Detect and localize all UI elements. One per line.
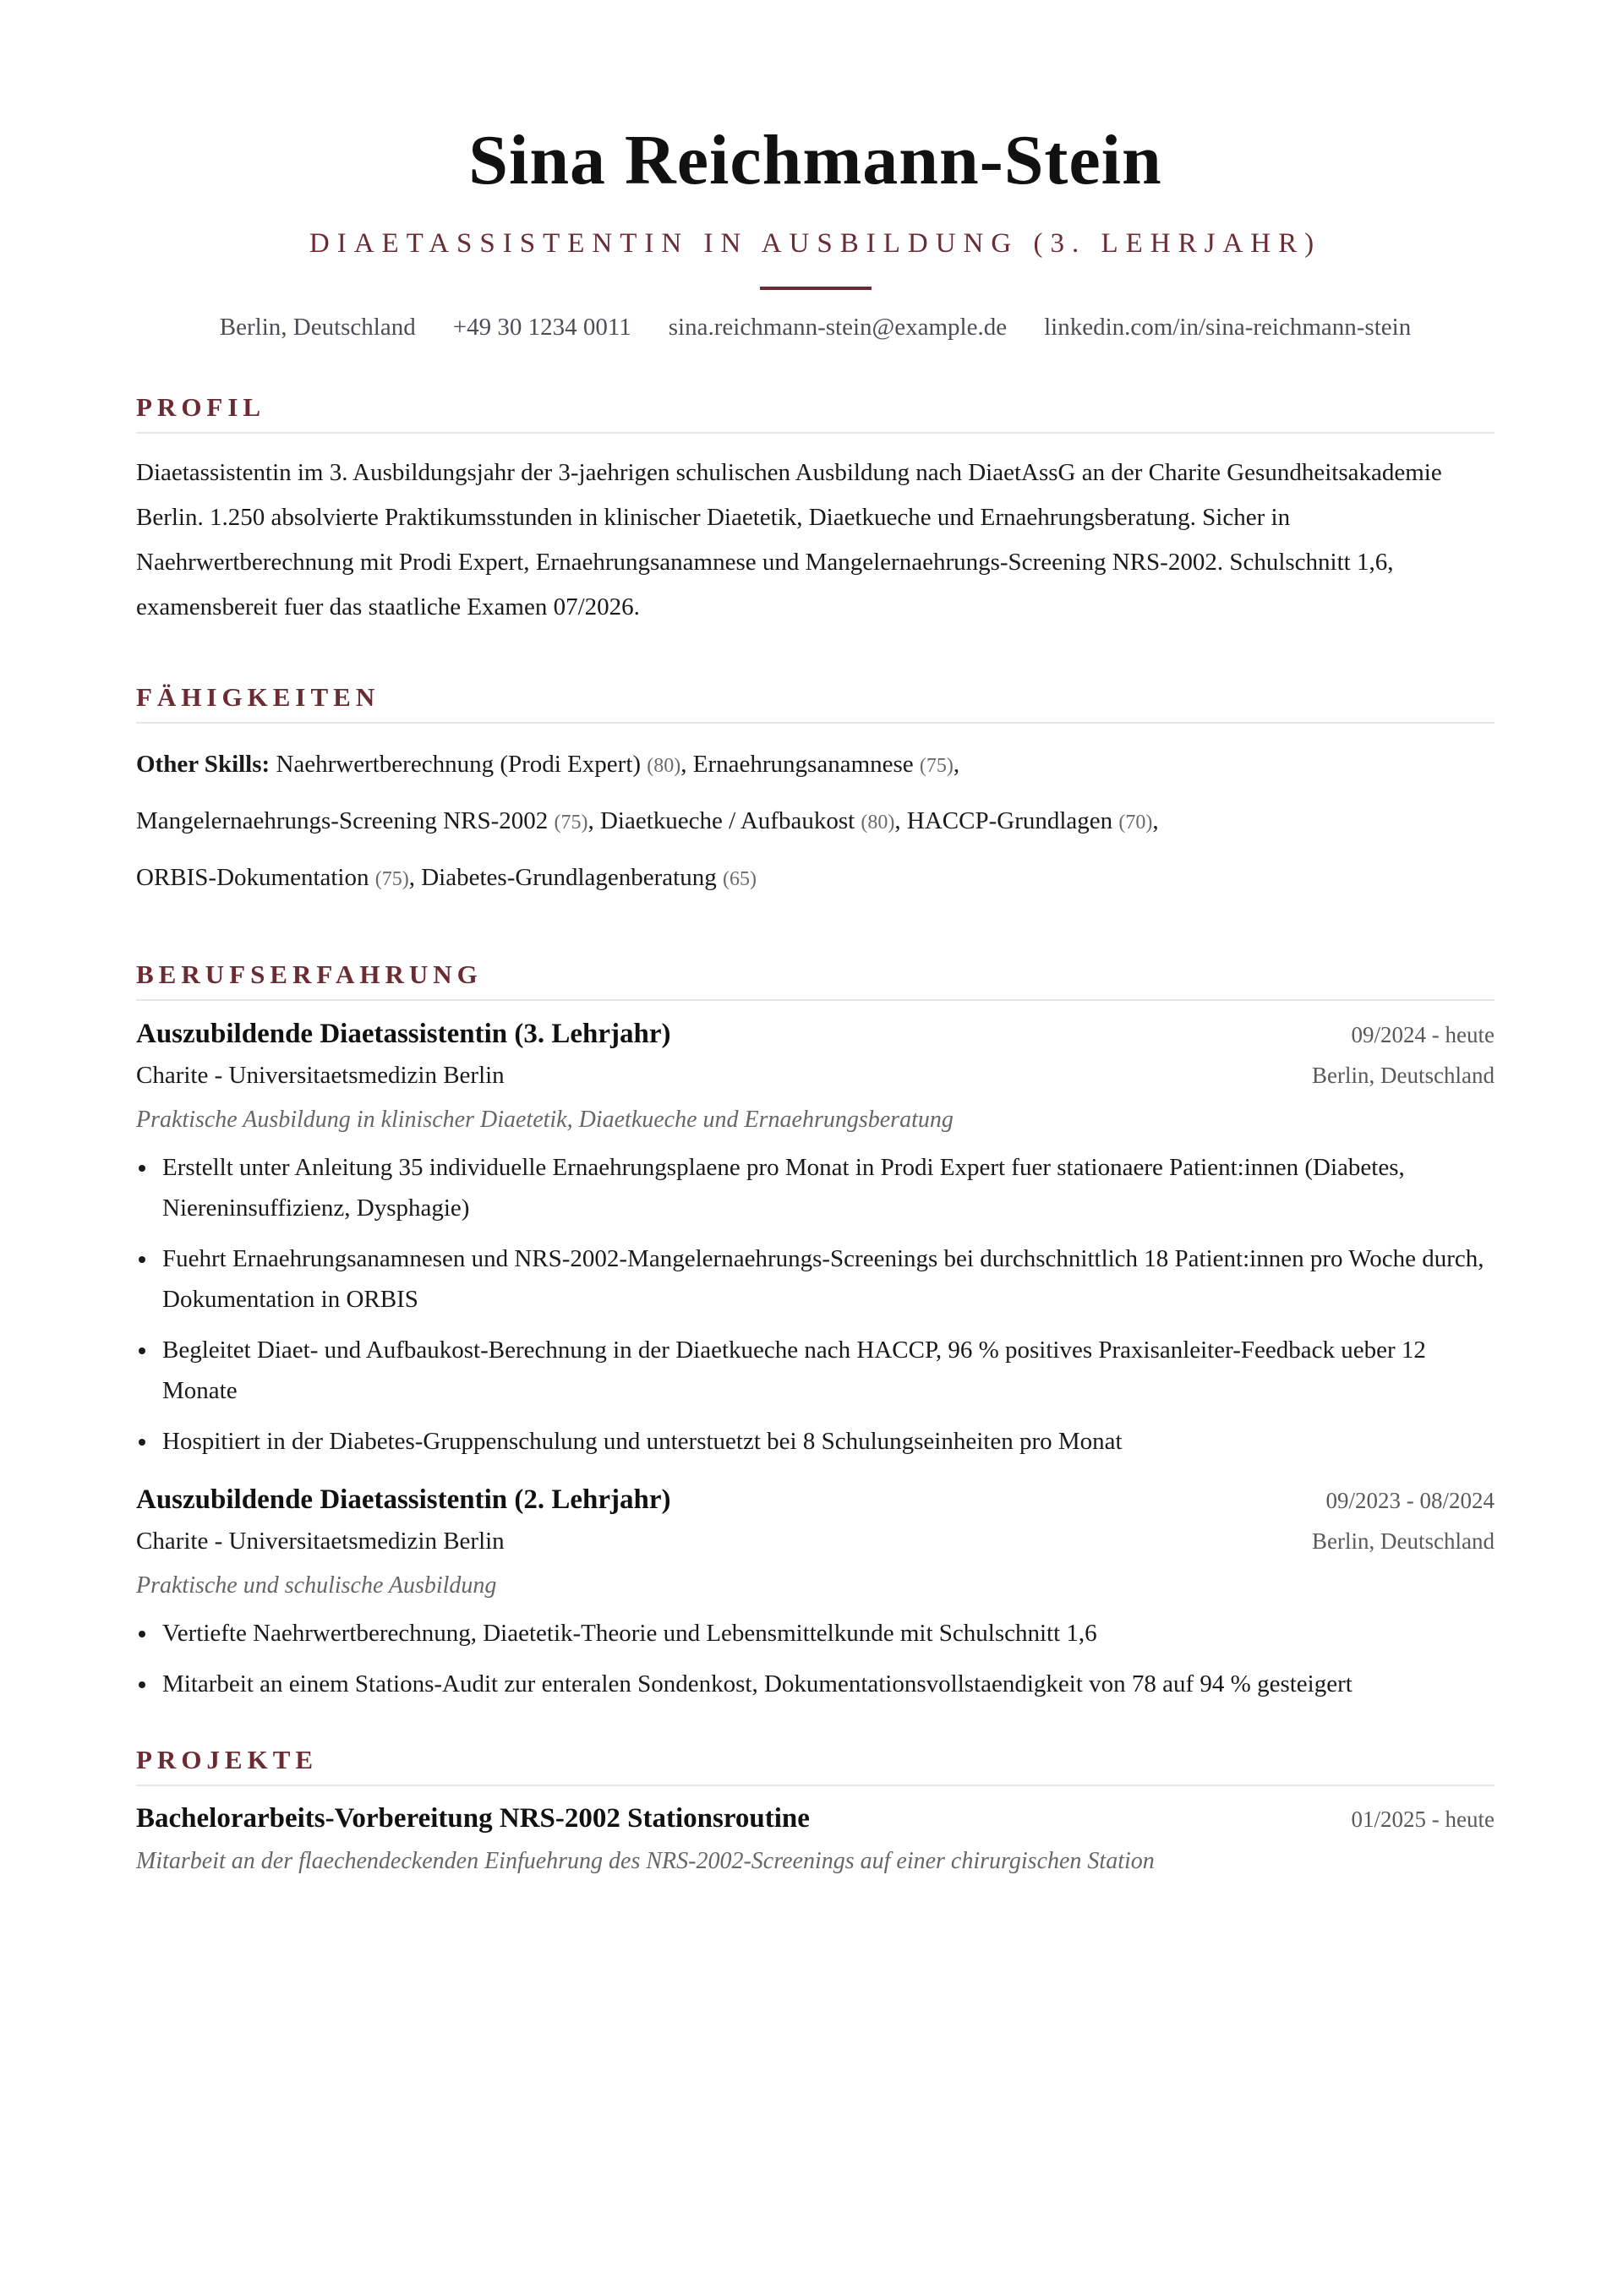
skill-item: Naehrwertberechnung (Prodi Expert) (80),	[276, 751, 693, 778]
skills-section	[136, 684, 1495, 907]
section-title-experience: BERUFSERFAHRUNG	[136, 961, 1495, 1001]
job-bullets	[136, 1613, 1495, 1704]
job-location: Berlin, Deutschland	[1312, 1062, 1495, 1088]
skill-item: ORBIS-Dokumentation (75),	[136, 864, 422, 891]
skill-item: Diaetkueche / Aufbaukost (80),	[599, 807, 907, 834]
profile-section	[136, 394, 1495, 630]
contact-location: Berlin, Deutschland	[219, 314, 416, 341]
job-date: 09/2023 - 08/2024	[1325, 1487, 1495, 1513]
skills-label: Other Skills:	[136, 751, 270, 778]
bullet-item: Erstellt unter Anleitung 35 individuelle Ernaehrungsplaene pro Monat in Prodi Expert fuer stationaere Patient:innen (Diabetes, Niereninsuffizienz, Dysphagie)	[136, 1147, 1495, 1228]
bullet-item: Mitarbeit an einem Stations-Audit zur enteralen Sondenkost, Dokumentationsvollstaendigkeit von 78 auf 94 % gesteigert	[136, 1664, 1495, 1704]
section-title-skills: FÄHIGKEITEN	[136, 684, 1495, 724]
job-title: Auszubildende Diaetassistentin (3. Lehrjahr)	[136, 1019, 671, 1049]
section-title-profile: PROFIL	[136, 394, 1495, 434]
job-title: Auszubildende Diaetassistentin (2. Lehrjahr)	[136, 1484, 671, 1515]
skills-list	[136, 737, 1495, 907]
job-location: Berlin, Deutschland	[1312, 1528, 1495, 1554]
project-entry	[136, 1803, 1495, 1875]
section-title-projects: PROJEKTE	[136, 1747, 1495, 1786]
skill-item: Mangelernaehrungs-Screening NRS-2002 (75),	[136, 807, 600, 834]
resume-header	[136, 0, 1495, 340]
project-title: Bachelorarbeits-Vorbereitung NRS-2002 Stationsroutine	[136, 1802, 810, 1834]
candidate-name: Sina Reichmann-Stein	[468, 121, 1162, 200]
job-date: 09/2024 - heute	[1351, 1022, 1495, 1047]
projects-section	[136, 1744, 1495, 1875]
bullet-item: Fuehrt Ernaehrungsanamnesen und NRS-2002-Mangelernaehrungs-Screenings bei durchschnittlich 18 Patient:innen pro Woche durch, Dokumentation in ORBIS	[136, 1238, 1495, 1320]
header-divider	[760, 287, 872, 290]
job-description: Praktische Ausbildung in klinischer Diaetetik, Diaetkueche und Ernaehrungsberatung	[136, 1106, 954, 1133]
contact-phone[interactable]: +49 30 1234 0011	[452, 314, 631, 341]
contact-email[interactable]: sina.reichmann-stein@example.de	[668, 314, 1008, 341]
job-employer: Charite - Universitaetsmedizin Berlin	[136, 1527, 505, 1555]
job-description: Praktische und schulische Ausbildung	[136, 1572, 497, 1599]
contact-line	[136, 315, 1495, 340]
job-subtitle: DIAETASSISTENTIN IN AUSBILDUNG (3. LEHRJAHR)	[309, 228, 1322, 259]
experience-section	[136, 961, 1495, 1704]
bullet-item: Vertiefte Naehrwertberechnung, Diaetetik-Theorie und Lebensmittelkunde mit Schulschnitt 1,6	[136, 1613, 1495, 1654]
job-bullets	[136, 1147, 1495, 1462]
job-entry	[136, 1018, 1495, 1462]
project-date: 01/2025 - heute	[1351, 1806, 1495, 1832]
job-entry	[136, 1484, 1495, 1704]
job-employer: Charite - Universitaetsmedizin Berlin	[136, 1061, 505, 1089]
project-description: Mitarbeit an der flaechendeckenden Einfuehrung des NRS-2002-Screenings auf einer chirurgischen Station	[136, 1847, 1155, 1874]
skill-item: Ernaehrungsanamnese (75),	[692, 751, 960, 778]
profile-text: Diaetassistentin im 3. Ausbildungsjahr der 3-jaehrigen schulischen Ausbildung nach DiaetAssG an der Charite Gesundheitsakademie Berlin. 1.250 absolvierte Praktikumsstunden in klinischer Diaetetik, Diaetkueche und Ernaehrungsberatung. Sicher in Naehrwertberechnung mit Prodi Expert, Ernaehrungsanamnese und Mangelernaehrungs-Screening NRS-2002. Schulschnitt 1,6, examensbereit fuer das staatliche Examen 07/2026.	[136, 459, 1442, 620]
skill-item: HACCP-Grundlagen (70),	[906, 807, 1159, 834]
bullet-item: Hospitiert in der Diabetes-Gruppenschulung und unterstuetzt bei 8 Schulungseinheiten pro Monat	[136, 1421, 1495, 1462]
contact-linkedin[interactable]: linkedin.com/in/sina-reichmann-stein	[1044, 314, 1412, 341]
skill-item: Diabetes-Grundlagenberatung (65)	[421, 864, 757, 891]
bullet-item: Begleitet Diaet- und Aufbaukost-Berechnung in der Diaetkueche nach HACCP, 96 % positives Praxisanleiter-Feedback ueber 12 Monate	[136, 1330, 1495, 1411]
